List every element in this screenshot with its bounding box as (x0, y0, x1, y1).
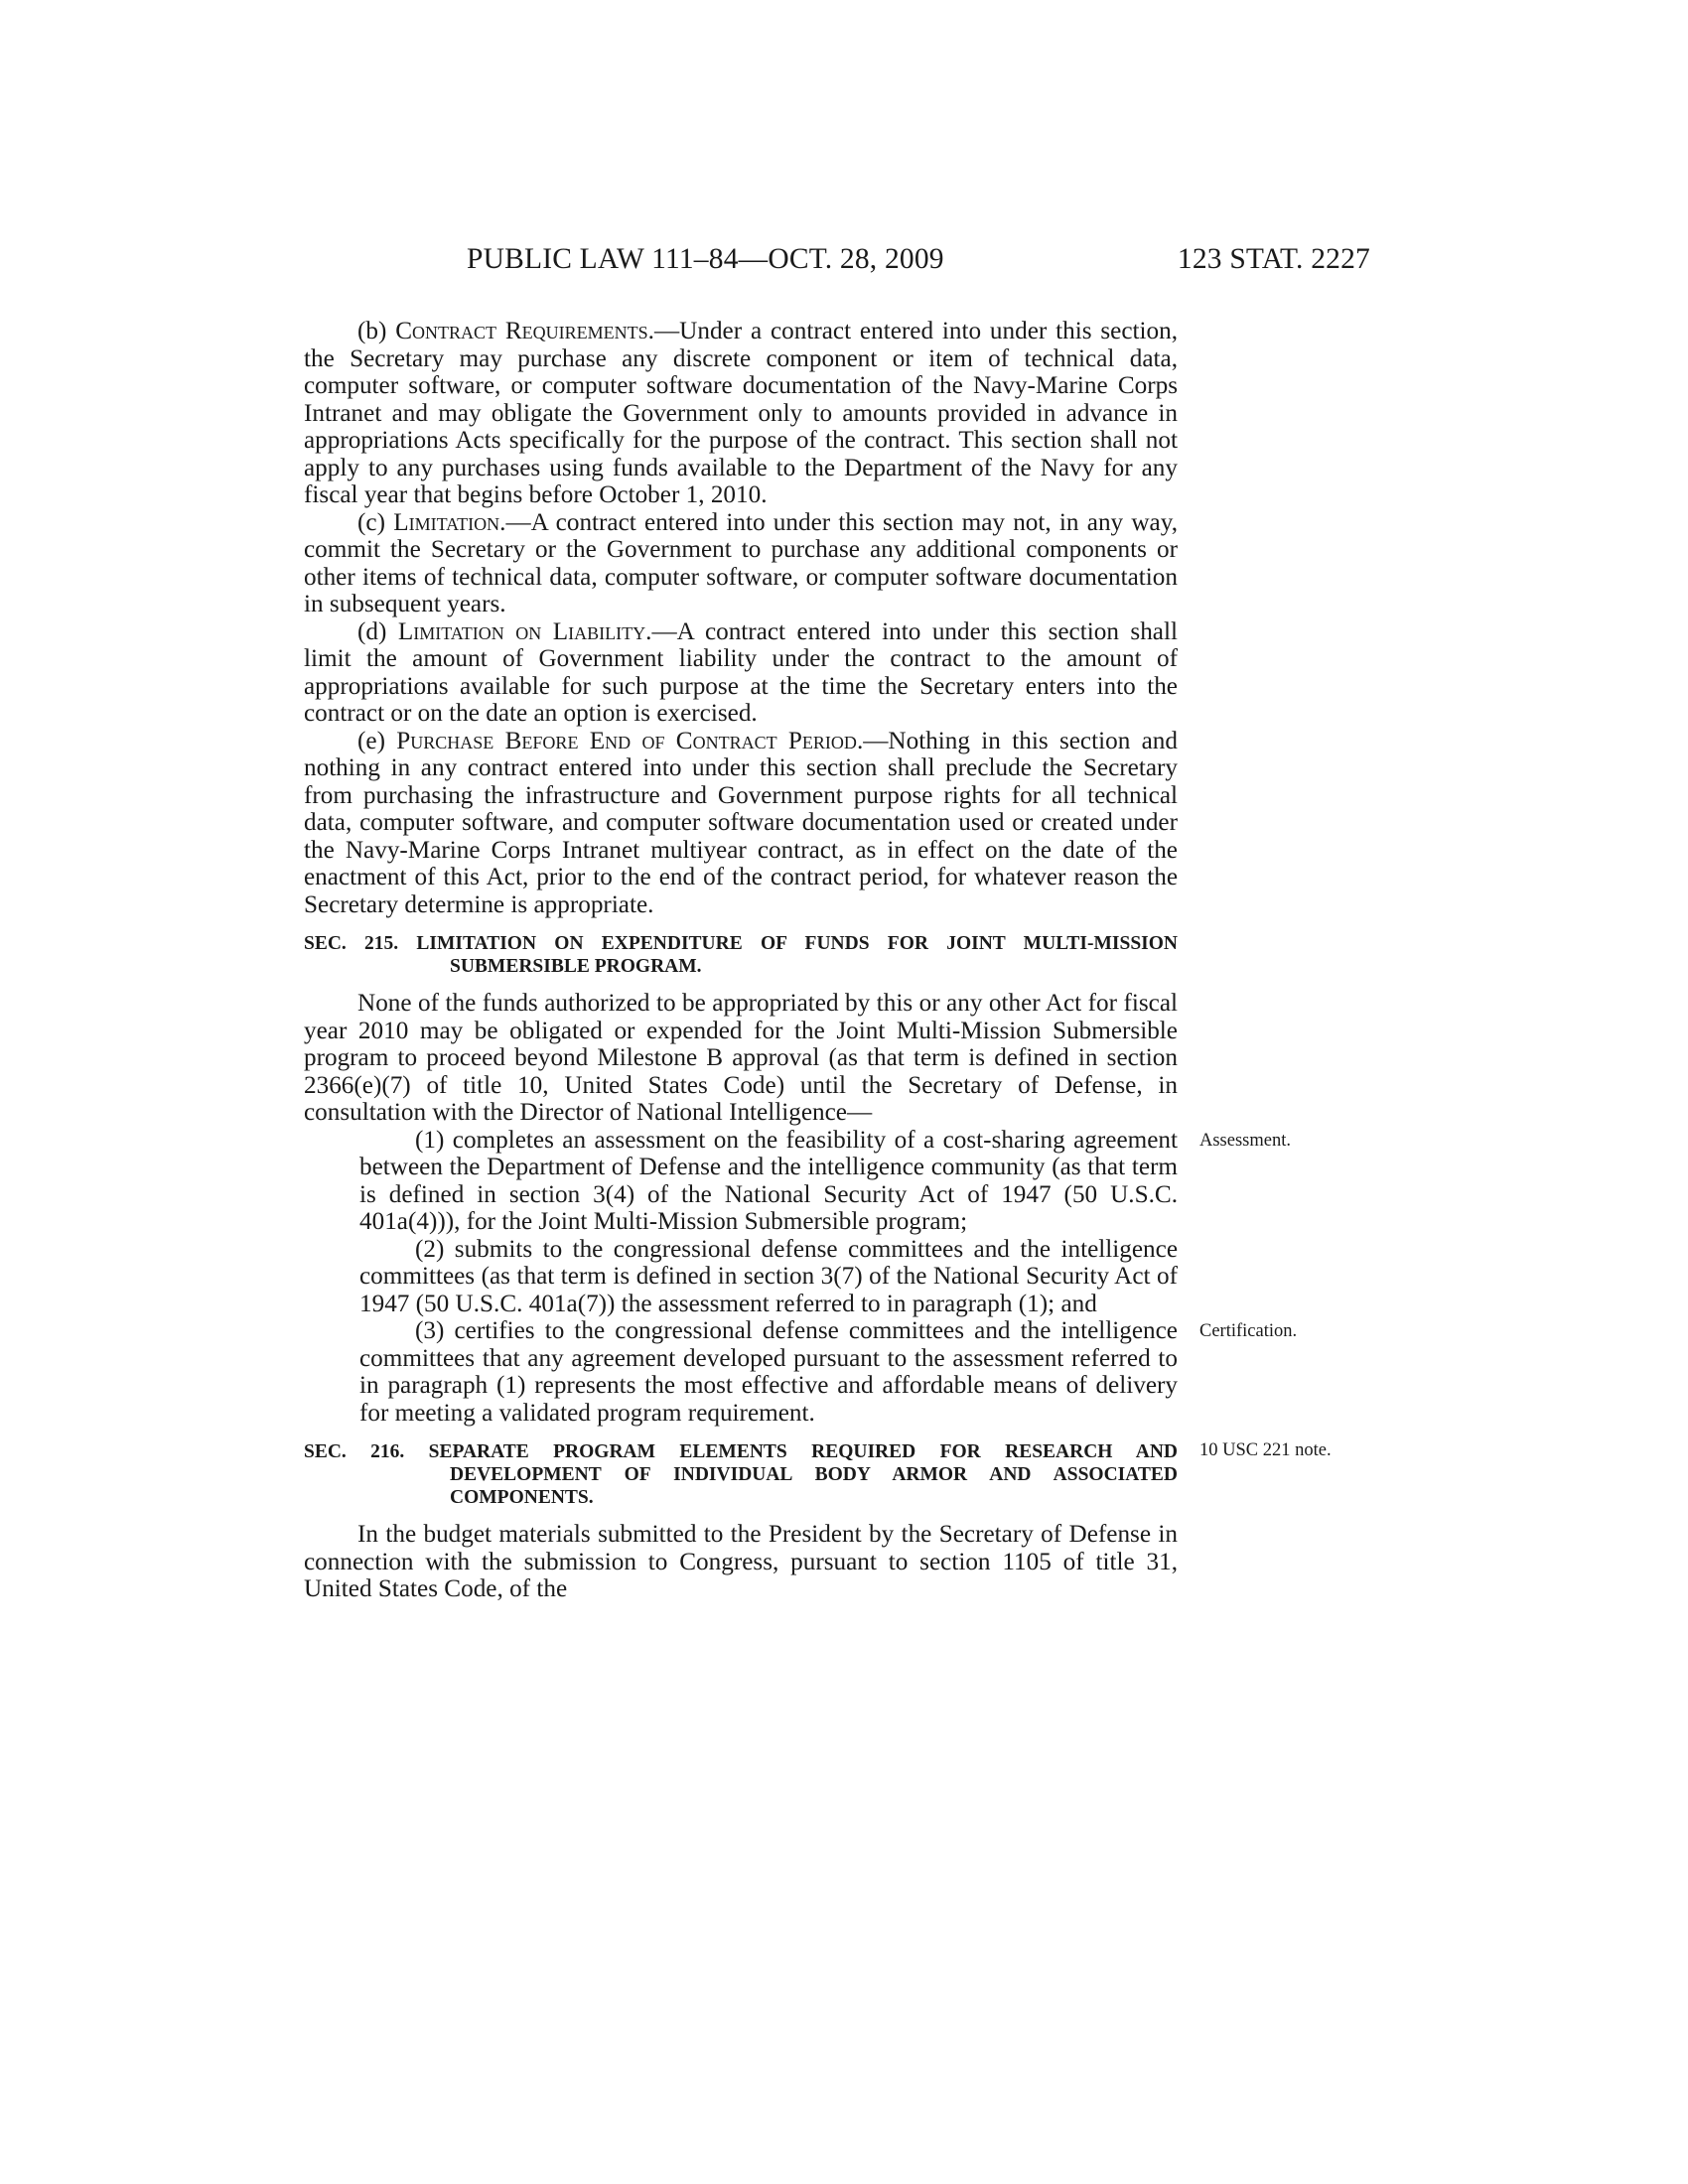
paragraph-e-label: (e) (357, 727, 397, 754)
section-216-heading: SEC. 216. SEPARATE PROGRAM ELEMENTS REQUIRED FOR RESEARCH AND DEVELOPMENT OF INDIVIDUAL BODY ARMOR AND ASSOCIATED COMPONENTS. (304, 1441, 1178, 1508)
page-header (467, 243, 1370, 283)
section-215-item-1 (304, 1126, 1291, 1236)
margin-note-assessment: Assessment. (1199, 1130, 1291, 1151)
paragraph-d-label: (d) (357, 617, 398, 645)
paragraph-d-text: .—A contract entered into under this section shall limit the amount of Government liability under the contract to the amount of appropriations available for such purpose at the time the Secretary enters into the contract or on the date an option is exercised. (304, 617, 1178, 727)
paragraph-c-text: .—A contract entered into under this section may not, in any way, commit the Secretary or the Government to purchase any additional components or other items of technical data, computer software, or computer software documentation in subsequent years. (304, 508, 1178, 617)
paragraph-b-text: .—Under a contract entered into under this section, the Secretary may purchase any discrete component or item of technical data, computer software, or computer software documentation of the Navy-Marine Corps Intranet and may obligate the Government only to amounts provided in advance in appropriations Acts specifically for the purpose of the contract. This section shall not apply to any purchases using funds available to the Department of the Navy for any fiscal year that begins before October 1, 2010. (304, 318, 1178, 508)
paragraph-b-label: (b) (357, 318, 396, 344)
paragraph-d (304, 618, 1178, 728)
paragraph-c-label: (c) (357, 508, 394, 536)
section-215 (304, 932, 1178, 978)
section-216-intro: In the budget materials submitted to the President by the Secretary of Defense in connection with the submission to Congress, pursuant to section 1105 of title 31, United States Code, of the (304, 1521, 1178, 1602)
header-law-citation: PUBLIC LAW 111–84—OCT. 28, 2009 (467, 243, 944, 275)
paragraph-d-heading: Limitation on Liability (397, 617, 646, 645)
section-215-heading: SEC. 215. LIMITATION ON EXPENDITURE OF FUNDS FOR JOINT MULTI-MISSION SUBMERSIBLE PROGRAM. (304, 933, 1178, 977)
section-216 (304, 1440, 1332, 1509)
section-215-item-3-text: (3) certifies to the congressional defense committees and the intelligence committees that any agreement developed pursuant to the assessment referred to in paragraph (1) represents the most effective and affordable means of delivery for meeting a validated program requirement. (359, 1317, 1178, 1427)
paragraph-c (304, 509, 1178, 618)
section-215-item-3 (304, 1317, 1298, 1427)
paragraph-e (304, 728, 1178, 919)
paragraph-c-heading: Limitation (393, 508, 500, 536)
paragraph-b-heading: Contract Requirements (395, 318, 648, 344)
section-215-item-1-text: (1) completes an assessment on the feasibility of a cost-sharing agreement between the Department of Defense and the intelligence community (as that term is defined in section 3(4) of the National Security Act of 1947 (50 U.S.C. 401a(4))), for the Joint Multi-Mission Submersible program; (359, 1126, 1178, 1235)
margin-note-usc: 10 USC 221 note. (1199, 1440, 1332, 1460)
paragraph-e-text: .—Nothing in this section and nothing in any contract entered into under this section shall preclude the Secretary from purchasing the infrastructure and Government purpose rights for all technical data, computer software, and computer software documentation used or created under the Navy-Marine Corps Intranet multiyear contract, as in effect on the date of the enactment of this Act, prior to the end of the contract period, for whatever reason the Secretary determine is appropriate. (304, 727, 1178, 918)
section-215-item-2 (304, 1236, 1178, 1318)
section-215-item-2-text: (2) submits to the congressional defense committees and the intelligence committees (as that term is defined in section 3(7) of the National Security Act of 1947 (50 U.S.C. 401a(7)) the assessment referred to in paragraph (1); and (359, 1235, 1178, 1317)
main-text (304, 318, 1332, 1603)
paragraph-b (304, 318, 1178, 509)
header-stat-page: 123 STAT. 2227 (1177, 243, 1370, 275)
margin-note-certification: Certification. (1199, 1321, 1298, 1341)
section-215-intro: None of the funds authorized to be appropriated by this or any other Act for fiscal year 2010 may be obligated or expended for the Joint Multi-Mission Submersible program to proceed beyond Milestone B approval (as that term is defined in section 2366(e)(7) of title 10, United States Code) until the Secretary of Defense, in consultation with the Director of National Intelligence— (304, 990, 1178, 1126)
paragraph-e-heading: Purchase Before End of Contract Period (396, 727, 857, 754)
